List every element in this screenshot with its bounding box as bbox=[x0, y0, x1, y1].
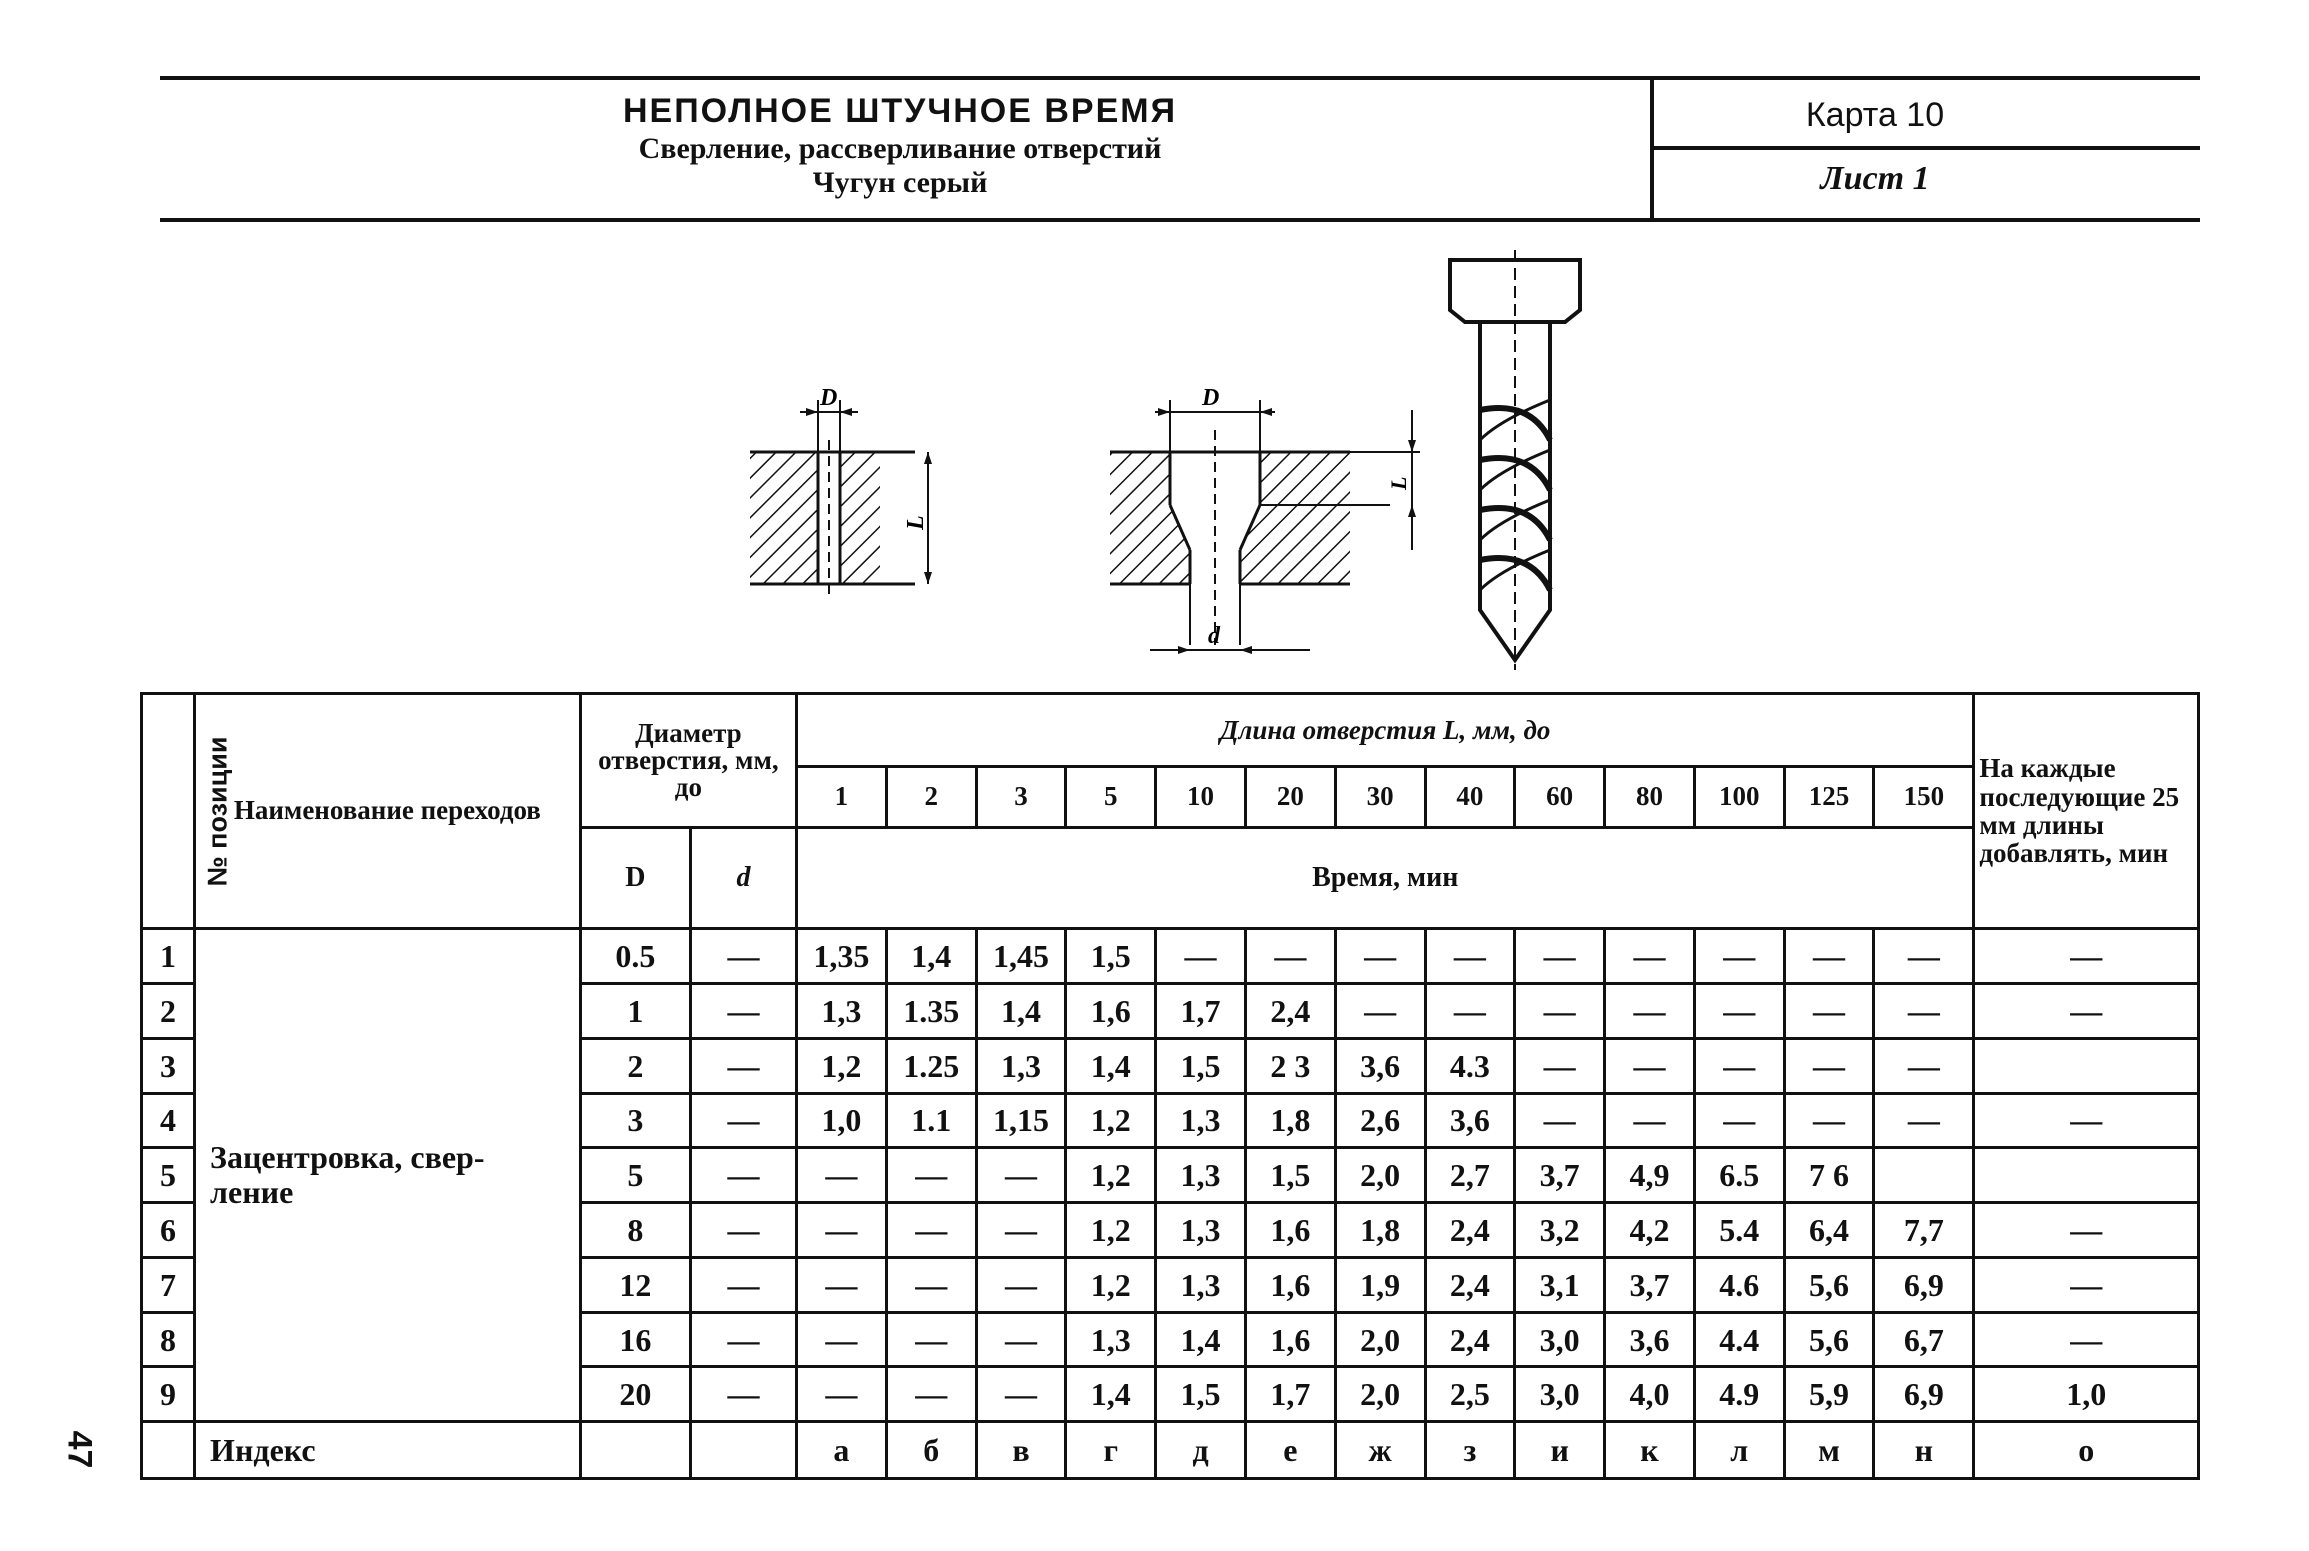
card-number: Карта 10 bbox=[1805, 96, 1945, 134]
time-cell: 1,4 bbox=[1156, 1312, 1246, 1367]
time-cell: 5,6 bbox=[1784, 1257, 1874, 1312]
index-cell: о bbox=[1974, 1422, 2199, 1479]
time-cell: 1,7 bbox=[1245, 1367, 1335, 1422]
length-col: 10 bbox=[1156, 767, 1246, 828]
time-cell: 1,9 bbox=[1335, 1257, 1425, 1312]
drill-bit-icon bbox=[1450, 250, 1580, 670]
extra-cell bbox=[1974, 1148, 2199, 1203]
time-cell: 1.25 bbox=[886, 1038, 976, 1093]
position-number: 5 bbox=[142, 1148, 195, 1203]
time-cell: 1,3 bbox=[1156, 1093, 1246, 1148]
time-cell: — bbox=[1784, 1038, 1874, 1093]
time-cell bbox=[1874, 1148, 1974, 1203]
time-cell: 2,0 bbox=[1335, 1312, 1425, 1367]
time-cell: 1,45 bbox=[976, 929, 1066, 984]
diameter-D: 20 bbox=[580, 1367, 690, 1422]
time-cell: — bbox=[1694, 1038, 1784, 1093]
length-col: 2 bbox=[886, 767, 976, 828]
extra-cell: — bbox=[1974, 984, 2199, 1039]
time-cell: — bbox=[1874, 984, 1974, 1039]
page-subtitle: Сверление, рассверливание отверстий bbox=[638, 132, 1162, 165]
time-cell: — bbox=[976, 1312, 1066, 1367]
time-cell: 1,5 bbox=[1156, 1367, 1246, 1422]
time-cell: — bbox=[1694, 1093, 1784, 1148]
diameter-d: — bbox=[690, 1148, 796, 1203]
length-col: 30 bbox=[1335, 767, 1425, 828]
index-cell: ж bbox=[1335, 1422, 1425, 1479]
time-cell: — bbox=[976, 1367, 1066, 1422]
index-cell: и bbox=[1515, 1422, 1605, 1479]
time-cell: 1,3 bbox=[1066, 1312, 1156, 1367]
header-bottom-rule bbox=[160, 218, 2200, 222]
time-cell: — bbox=[1784, 1093, 1874, 1148]
time-cell: 4,9 bbox=[1605, 1148, 1695, 1203]
index-cell: д bbox=[1156, 1422, 1246, 1479]
position-number: 1 bbox=[142, 929, 195, 984]
length-col: 80 bbox=[1605, 767, 1695, 828]
index-cell: л bbox=[1694, 1422, 1784, 1479]
dim-D-label-2: D bbox=[1202, 385, 1220, 411]
index-D-empty bbox=[580, 1422, 690, 1479]
index-cell: в bbox=[976, 1422, 1066, 1479]
extra-cell: — bbox=[1974, 1312, 2199, 1367]
time-cell: 3,2 bbox=[1515, 1203, 1605, 1258]
time-cell: 1,5 bbox=[1245, 1148, 1335, 1203]
time-cell: — bbox=[1515, 1038, 1605, 1093]
time-cell: 1,6 bbox=[1245, 1312, 1335, 1367]
extra-cell: — bbox=[1974, 1203, 2199, 1258]
time-cell: 1,15 bbox=[976, 1093, 1066, 1148]
time-cell: 1.35 bbox=[886, 984, 976, 1039]
time-cell: 3,1 bbox=[1515, 1257, 1605, 1312]
operation-name-header: Наименование переходов bbox=[195, 694, 581, 929]
time-cell: 1,2 bbox=[1066, 1148, 1156, 1203]
time-cell: 1,3 bbox=[797, 984, 887, 1039]
diameter-D: 2 bbox=[580, 1038, 690, 1093]
time-table bbox=[140, 692, 2200, 1480]
index-d-empty bbox=[690, 1422, 796, 1479]
time-cell: 1,5 bbox=[1156, 1038, 1246, 1093]
time-cell: 1,6 bbox=[1066, 984, 1156, 1039]
time-cell: 2,4 bbox=[1425, 1203, 1515, 1258]
dim-L-label-1: L bbox=[903, 515, 929, 530]
time-cell: — bbox=[976, 1203, 1066, 1258]
position-header: № позиции bbox=[142, 694, 195, 929]
time-cell: 1,3 bbox=[1156, 1203, 1246, 1258]
time-cell: 1,3 bbox=[1156, 1148, 1246, 1203]
position-number: 2 bbox=[142, 984, 195, 1039]
index-cell: е bbox=[1245, 1422, 1335, 1479]
length-col: 150 bbox=[1874, 767, 1974, 828]
diameter-d: — bbox=[690, 1312, 796, 1367]
time-cell: — bbox=[1515, 929, 1605, 984]
time-cell: 5,9 bbox=[1784, 1367, 1874, 1422]
time-cell: — bbox=[1874, 1093, 1974, 1148]
time-cell: 6,4 bbox=[1784, 1203, 1874, 1258]
position-number: 6 bbox=[142, 1203, 195, 1258]
time-cell: 3,7 bbox=[1515, 1148, 1605, 1203]
extra-cell: 1,0 bbox=[1974, 1367, 2199, 1422]
index-pos-empty bbox=[142, 1422, 195, 1479]
time-cell: 1,7 bbox=[1156, 984, 1246, 1039]
index-cell: г bbox=[1066, 1422, 1156, 1479]
index-cell: н bbox=[1874, 1422, 1974, 1479]
time-cell: 1,8 bbox=[1335, 1203, 1425, 1258]
time-cell: — bbox=[797, 1367, 887, 1422]
time-cell: — bbox=[886, 1367, 976, 1422]
page-title: НЕПОЛНОЕ ШТУЧНОЕ ВРЕМЯ bbox=[622, 92, 1178, 130]
diameter-D: 0.5 bbox=[580, 929, 690, 984]
time-cell: 1,6 bbox=[1245, 1203, 1335, 1258]
time-cell: 1,5 bbox=[1066, 929, 1156, 984]
time-cell: 2,4 bbox=[1425, 1312, 1515, 1367]
dim-d-label: d bbox=[1208, 623, 1220, 649]
time-cell: — bbox=[1605, 1038, 1695, 1093]
time-cell: 1,2 bbox=[1066, 1203, 1156, 1258]
time-cell: — bbox=[1874, 929, 1974, 984]
index-cell: б bbox=[886, 1422, 976, 1479]
time-cell: — bbox=[1156, 929, 1246, 984]
time-cell: 2,0 bbox=[1335, 1367, 1425, 1422]
time-cell: — bbox=[886, 1148, 976, 1203]
time-cell: 4.3 bbox=[1425, 1038, 1515, 1093]
index-cell: а bbox=[797, 1422, 887, 1479]
time-cell: 4.6 bbox=[1694, 1257, 1784, 1312]
through-hole-diagram bbox=[750, 385, 932, 595]
time-cell: 2,5 bbox=[1425, 1367, 1515, 1422]
time-cell: — bbox=[1605, 984, 1695, 1039]
diameter-d: — bbox=[690, 1257, 796, 1312]
time-cell: — bbox=[1245, 929, 1335, 984]
diameter-d: — bbox=[690, 1093, 796, 1148]
time-cell: 1,6 bbox=[1245, 1257, 1335, 1312]
time-cell: — bbox=[1425, 929, 1515, 984]
diameter-D: 16 bbox=[580, 1312, 690, 1367]
index-cell: м bbox=[1784, 1422, 1874, 1479]
time-cell: — bbox=[1425, 984, 1515, 1039]
length-col: 125 bbox=[1784, 767, 1874, 828]
time-cell: — bbox=[1515, 1093, 1605, 1148]
time-cell: 4,0 bbox=[1605, 1367, 1695, 1422]
time-cell: 4,2 bbox=[1605, 1203, 1695, 1258]
time-cell: 2 3 bbox=[1245, 1038, 1335, 1093]
time-cell: 1,8 bbox=[1245, 1093, 1335, 1148]
length-col: 40 bbox=[1425, 767, 1515, 828]
extra-cell: — bbox=[1974, 1257, 2199, 1312]
card-sheet-divider bbox=[1654, 146, 2200, 150]
time-cell: 6,9 bbox=[1874, 1367, 1974, 1422]
diameter-D: 3 bbox=[580, 1093, 690, 1148]
position-number: 7 bbox=[142, 1257, 195, 1312]
diameter-d: — bbox=[690, 929, 796, 984]
time-cell: 1,4 bbox=[1066, 1038, 1156, 1093]
position-number: 9 bbox=[142, 1367, 195, 1422]
diameter-D: 5 bbox=[580, 1148, 690, 1203]
header-row-1 bbox=[142, 694, 2199, 767]
time-cell: — bbox=[886, 1257, 976, 1312]
time-cell: — bbox=[1605, 1093, 1695, 1148]
extra-cell: — bbox=[1974, 1093, 2199, 1148]
time-cell: 1,2 bbox=[1066, 1093, 1156, 1148]
time-cell: — bbox=[797, 1257, 887, 1312]
time-cell: 6.5 bbox=[1694, 1148, 1784, 1203]
time-cell: 3,6 bbox=[1335, 1038, 1425, 1093]
time-cell: 2,6 bbox=[1335, 1093, 1425, 1148]
time-cell: 1,35 bbox=[797, 929, 887, 984]
time-cell: 3,6 bbox=[1605, 1312, 1695, 1367]
time-cell: 1,3 bbox=[976, 1038, 1066, 1093]
time-cell: — bbox=[976, 1148, 1066, 1203]
material-label: Чугун серый bbox=[812, 166, 988, 199]
time-cell: — bbox=[886, 1203, 976, 1258]
time-cell: 2,4 bbox=[1425, 1257, 1515, 1312]
dim-D-label-1: D bbox=[820, 385, 838, 411]
time-cell: — bbox=[1784, 929, 1874, 984]
sheet-number: Лист 1 bbox=[1820, 160, 1930, 197]
time-cell: — bbox=[976, 1257, 1066, 1312]
length-col: 1 bbox=[797, 767, 887, 828]
time-cell: — bbox=[1874, 1038, 1974, 1093]
time-cell: 1,4 bbox=[886, 929, 976, 984]
length-col: 100 bbox=[1694, 767, 1784, 828]
time-cell: 2,7 bbox=[1425, 1148, 1515, 1203]
time-cell: 2,4 bbox=[1245, 984, 1335, 1039]
time-cell: — bbox=[1605, 929, 1695, 984]
col-D-header: D bbox=[580, 827, 690, 928]
diameter-D: 12 bbox=[580, 1257, 690, 1312]
time-cell: 1,4 bbox=[976, 984, 1066, 1039]
length-col: 20 bbox=[1245, 767, 1335, 828]
diameter-d: — bbox=[690, 984, 796, 1039]
position-number: 8 bbox=[142, 1312, 195, 1367]
time-cell: — bbox=[1335, 929, 1425, 984]
col-d-header: d bbox=[690, 827, 796, 928]
time-cell: — bbox=[1694, 984, 1784, 1039]
diameter-d: — bbox=[690, 1203, 796, 1258]
length-header: Длина отверстия L, мм, до bbox=[797, 694, 1974, 767]
operation-name: Зацентровка, свер-ление bbox=[195, 929, 581, 1422]
time-cell: 3,7 bbox=[1605, 1257, 1695, 1312]
index-label: Индекс bbox=[195, 1422, 581, 1479]
index-cell: з bbox=[1425, 1422, 1515, 1479]
time-cell: 5.4 bbox=[1694, 1203, 1784, 1258]
time-cell: 3,0 bbox=[1515, 1367, 1605, 1422]
time-cell: 5,6 bbox=[1784, 1312, 1874, 1367]
index-row bbox=[142, 1422, 2199, 1479]
length-col: 60 bbox=[1515, 767, 1605, 828]
diameter-D: 1 bbox=[580, 984, 690, 1039]
index-cell: к bbox=[1605, 1422, 1695, 1479]
time-cell: 1,4 bbox=[1066, 1367, 1156, 1422]
extra-cell: — bbox=[1974, 929, 2199, 984]
time-cell: 6,9 bbox=[1874, 1257, 1974, 1312]
extra-per-25mm-header: На каждые последующие 25 мм длины добавлять, мин bbox=[1974, 694, 2199, 929]
position-number: 3 bbox=[142, 1038, 195, 1093]
time-header: Время, мин bbox=[797, 827, 1974, 928]
time-cell: 7 6 bbox=[1784, 1148, 1874, 1203]
table-row bbox=[142, 929, 2199, 984]
diameter-d: — bbox=[690, 1038, 796, 1093]
time-cell: 7,7 bbox=[1874, 1203, 1974, 1258]
time-cell: 4.9 bbox=[1694, 1367, 1784, 1422]
diameter-header: Диаметр отверстия, мм, до bbox=[580, 694, 796, 828]
time-cell: 1,2 bbox=[797, 1038, 887, 1093]
time-cell: — bbox=[1335, 984, 1425, 1039]
extra-cell bbox=[1974, 1038, 2199, 1093]
time-cell: 1,0 bbox=[797, 1093, 887, 1148]
time-cell: — bbox=[1515, 984, 1605, 1039]
time-cell: — bbox=[797, 1203, 887, 1258]
time-cell: — bbox=[797, 1148, 887, 1203]
header-top-rule bbox=[160, 76, 2200, 80]
diameter-d: — bbox=[690, 1367, 796, 1422]
position-number: 4 bbox=[142, 1093, 195, 1148]
page-number: 47 bbox=[60, 1430, 99, 1469]
time-cell: 1.1 bbox=[886, 1093, 976, 1148]
diameter-D: 8 bbox=[580, 1203, 690, 1258]
drilling-diagrams bbox=[700, 250, 1600, 690]
stepped-hole-diagram bbox=[1110, 385, 1420, 654]
time-cell: 3,6 bbox=[1425, 1093, 1515, 1148]
time-cell: 1,2 bbox=[1066, 1257, 1156, 1312]
time-cell: — bbox=[1694, 929, 1784, 984]
time-cell: — bbox=[1784, 984, 1874, 1039]
time-cell: 4.4 bbox=[1694, 1312, 1784, 1367]
length-col: 3 bbox=[976, 767, 1066, 828]
time-cell: — bbox=[886, 1312, 976, 1367]
time-cell: 6,7 bbox=[1874, 1312, 1974, 1367]
time-cell: 2,0 bbox=[1335, 1148, 1425, 1203]
time-cell: 1,3 bbox=[1156, 1257, 1246, 1312]
dim-L-label-2: L bbox=[1386, 476, 1411, 490]
time-cell: — bbox=[797, 1312, 887, 1367]
time-cell: 3,0 bbox=[1515, 1312, 1605, 1367]
length-col: 5 bbox=[1066, 767, 1156, 828]
